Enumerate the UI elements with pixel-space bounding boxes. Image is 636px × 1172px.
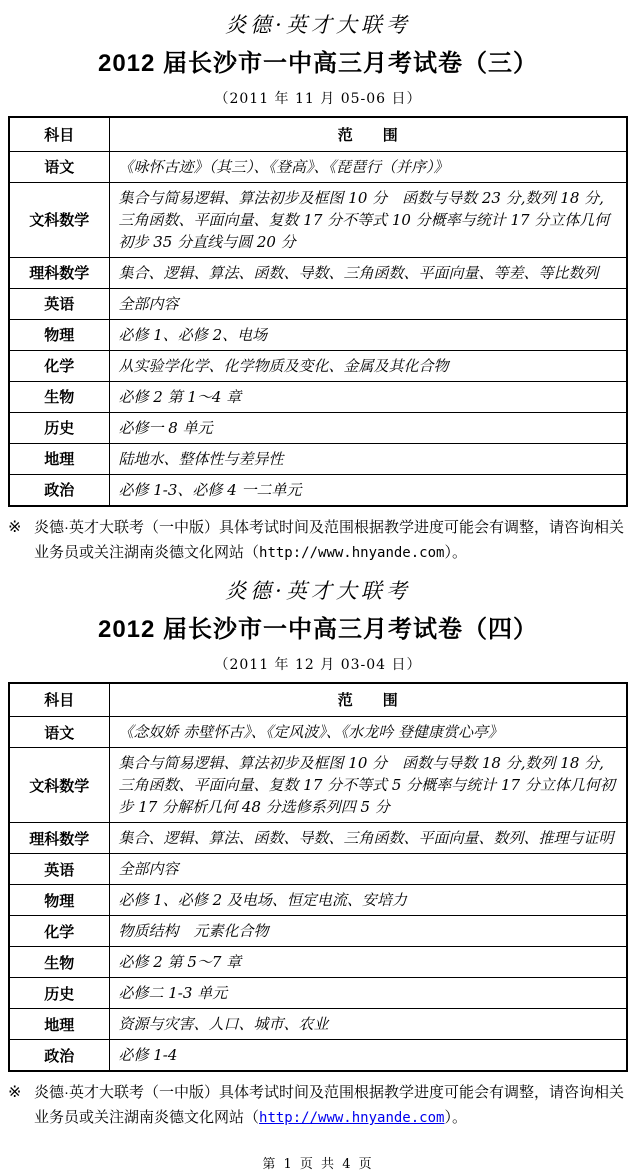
subject-cell: 语文 — [9, 151, 109, 182]
note-text-after-url: ）。 — [444, 543, 467, 561]
table-row — [9, 412, 627, 443]
table-row — [9, 823, 627, 854]
table-row — [9, 885, 627, 916]
exam-section-4 — [8, 576, 628, 1132]
scope-cell: 集合、逻辑、算法、函数、导数、三角函数、平面向量、数列、推理与证明 — [109, 823, 627, 854]
note-text-after-url: ）。 — [444, 1109, 467, 1126]
table-row — [9, 916, 627, 947]
scope-cell: 必修 2 第 5～7 章 — [109, 947, 627, 978]
col-header-subject: 科目 — [9, 117, 109, 151]
table-row — [9, 182, 627, 257]
scope-cell: 集合与简易逻辑、算法初步及框图 10 分 函数与导数 23 分,数列 18 分,三角函数、平面向量、复数 17 分不等式 10 分概率与统计 17 分立体几何初步 35 分直线与圆 20 分 — [109, 182, 627, 257]
subject-cell: 政治 — [9, 1040, 109, 1072]
subject-cell: 化学 — [9, 350, 109, 381]
scope-cell: 必修 1、必修 2、电场 — [109, 319, 627, 350]
subject-cell: 地理 — [9, 443, 109, 474]
subject-cell: 理科数学 — [9, 823, 109, 854]
table-row — [9, 717, 627, 748]
website-link[interactable]: http://www.hnyande.com — [259, 1110, 445, 1126]
scope-cell: 必修二 1-3 单元 — [109, 978, 627, 1009]
scope-cell: 必修 1-3、必修 4 一二单元 — [109, 474, 627, 506]
subject-cell: 历史 — [9, 978, 109, 1009]
table-row — [9, 257, 627, 288]
reference-mark: ※ — [8, 1084, 22, 1101]
note-text — [34, 1080, 628, 1131]
scope-cell: 集合、逻辑、算法、函数、导数、三角函数、平面向量、等差、等比数列 — [109, 257, 627, 288]
exam-paper-title: 2012 届长沙市一中高三月考试卷（三） — [97, 50, 539, 77]
scope-cell: 《咏怀古迹》（其三）、《登高》、《琵琶行（并序）》 — [109, 151, 627, 182]
subject-cell: 语文 — [9, 717, 109, 748]
note-text-before-url: 炎德·英才大联考（一中版）具体考试时间及范围根据教学进度可能会有调整，请咨询相关业务员或关注湖南炎德文化网站（ — [34, 1084, 624, 1126]
subject-cell: 英语 — [9, 288, 109, 319]
scope-cell: 必修 2 第 1～4 章 — [109, 381, 627, 412]
table-header-row — [9, 117, 627, 151]
col-header-scope: 范 围 — [109, 117, 627, 151]
table-row — [9, 947, 627, 978]
scope-cell: 必修一 8 单元 — [109, 412, 627, 443]
subject-cell: 文科数学 — [9, 748, 109, 823]
reference-mark: ※ — [8, 518, 22, 536]
table-row — [9, 350, 627, 381]
scope-cell: 全部内容 — [109, 854, 627, 885]
table-row — [9, 854, 627, 885]
subject-cell: 英语 — [9, 854, 109, 885]
subject-cell: 政治 — [9, 474, 109, 506]
subject-cell: 历史 — [9, 412, 109, 443]
page-number: 第 1 页 共 4 页 — [262, 1157, 374, 1172]
subject-cell: 生物 — [9, 381, 109, 412]
table-header-row — [9, 683, 627, 717]
scope-cell: 必修 1-4 — [109, 1040, 627, 1072]
exam-section-3 — [8, 10, 628, 566]
subject-cell: 物理 — [9, 885, 109, 916]
subject-cell: 物理 — [9, 319, 109, 350]
subject-cell: 理科数学 — [9, 257, 109, 288]
website-url-text: http://www.hnyande.com — [259, 544, 445, 561]
exam-date: （2011 年 11 月 05-06 日） — [214, 91, 422, 107]
subject-cell: 化学 — [9, 916, 109, 947]
exam-date: （2011 年 12 月 03-04 日） — [214, 656, 422, 673]
note-text-before-url: 炎德·英才大联考（一中版）具体考试时间及范围根据教学进度可能会有调整，请咨询相关业务员或关注湖南炎德文化网站（ — [34, 518, 624, 561]
adjustment-note — [8, 1080, 628, 1131]
table-row — [9, 978, 627, 1009]
exam-brand-title: 炎德·英才大联考 — [225, 578, 411, 603]
scope-cell: 资源与灾害、人口、城市、农业 — [109, 1009, 627, 1040]
table-row — [9, 474, 627, 506]
col-header-subject: 科目 — [9, 683, 109, 717]
table-row — [9, 1040, 627, 1072]
col-header-scope: 范 围 — [109, 683, 627, 717]
subject-cell: 生物 — [9, 947, 109, 978]
scope-cell: 集合与简易逻辑、算法初步及框图 10 分 函数与导数 18 分,数列 18 分,三角函数、平面向量、复数 17 分不等式 5 分概率与统计 17 分立体几何初步 17 分解析几何 48 分选修系列四 5 分 — [109, 748, 627, 823]
table-row — [9, 443, 627, 474]
scope-cell: 必修 1、必修 2 及电场、恒定电流、安培力 — [109, 885, 627, 916]
note-text — [34, 515, 628, 566]
table-row — [9, 381, 627, 412]
scope-cell: 全部内容 — [109, 288, 627, 319]
exam-brand-title: 炎德·英才大联考 — [225, 13, 411, 37]
scope-cell: 《念奴娇 赤壁怀古》、《定风波》、《水龙吟 登健康赏心亭》 — [109, 717, 627, 748]
adjustment-note — [8, 515, 628, 566]
table-row — [9, 319, 627, 350]
scope-cell: 从实验学化学、化学物质及变化、金属及其化合物 — [109, 350, 627, 381]
exam-scope-table — [8, 682, 628, 1073]
exam-scope-table — [8, 116, 628, 507]
table-row — [9, 748, 627, 823]
scope-cell: 物质结构 元素化合物 — [109, 916, 627, 947]
table-row — [9, 288, 627, 319]
exam-paper-title: 2012 届长沙市一中高三月考试卷（四） — [97, 615, 539, 643]
table-row — [9, 1009, 627, 1040]
scope-cell: 陆地水、整体性与差异性 — [109, 443, 627, 474]
subject-cell: 地理 — [9, 1009, 109, 1040]
table-row — [9, 151, 627, 182]
subject-cell: 文科数学 — [9, 182, 109, 257]
